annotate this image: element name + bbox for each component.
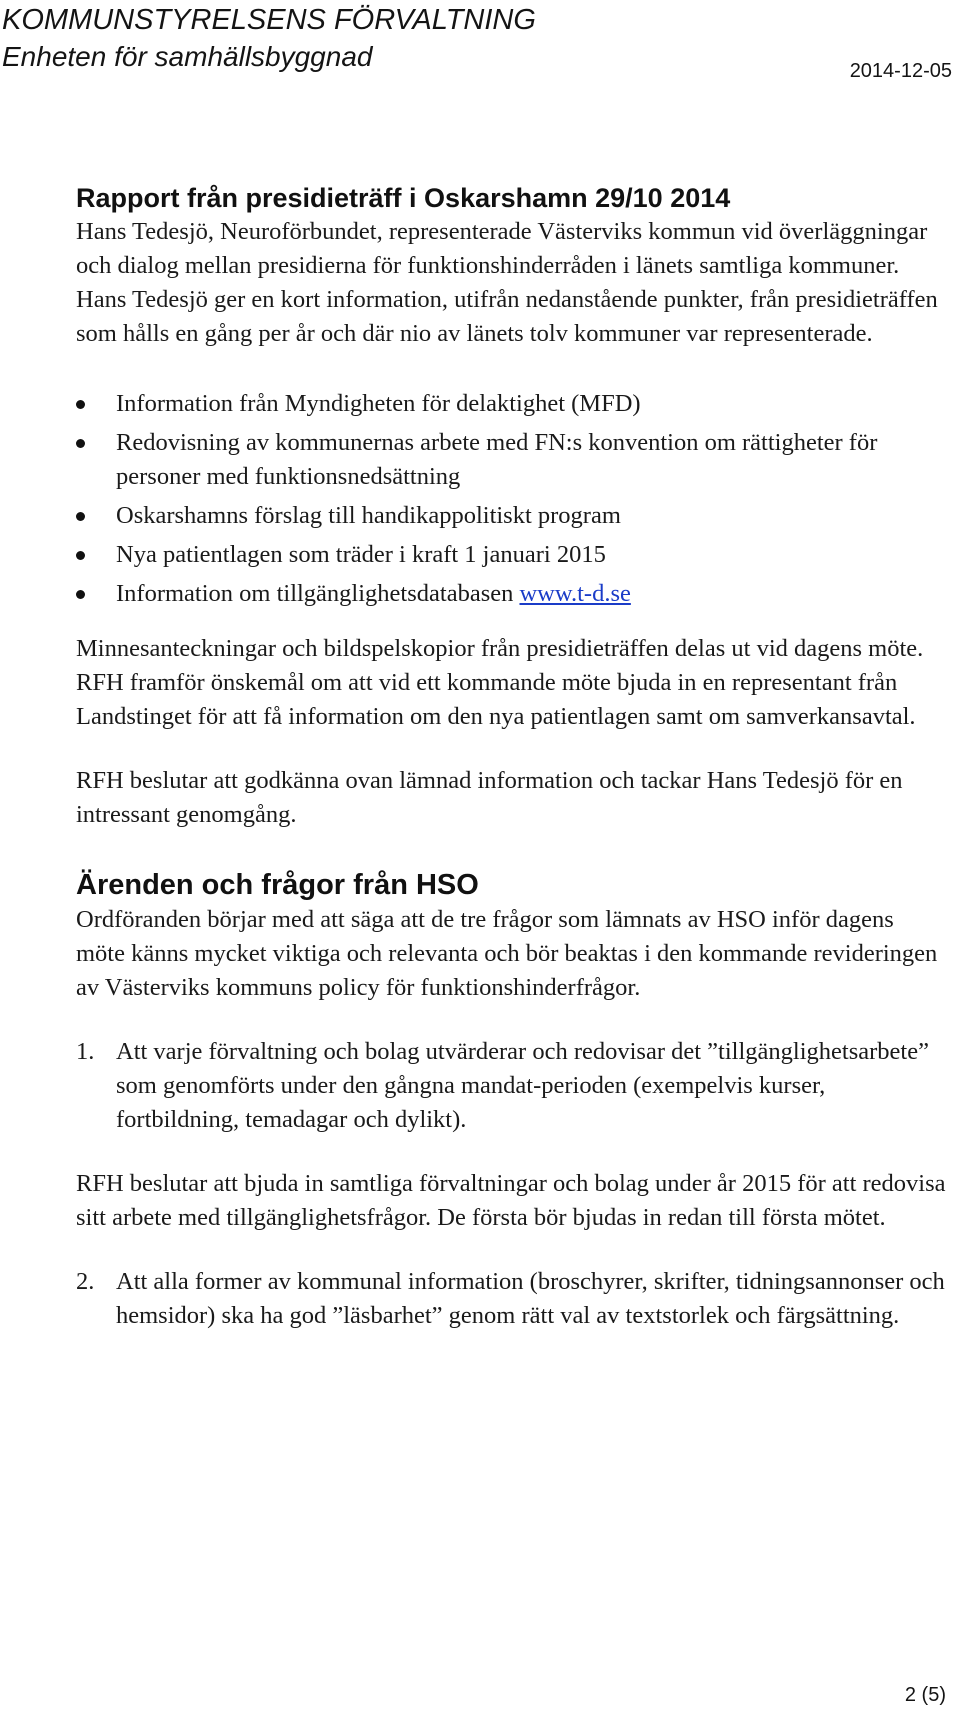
page-number: 2 (5) <box>904 1684 946 1706</box>
list-item: Nya patientlagen som träder i kraft 1 januari 2015 <box>76 538 946 572</box>
numbered-item-1: 1. Att varje förvaltning och bolag utvärderar och redovisar det ”tillgänglighetsarbete” som genomförts under den gångna mandat-perioden (exempelvis kurser, fortbildning, temadagar och dylikt). <box>76 1035 946 1137</box>
tillganglighetsdatabasen-link[interactable]: www.t-d.se <box>519 580 631 607</box>
item-number: 2. <box>76 1268 95 1295</box>
rfh-decision-paragraph: RFH beslutar att godkänna ovan lämnad information och tackar Hans Tedesjö för en intressant genomgång. <box>76 767 903 828</box>
report-bullet-list <box>76 387 946 611</box>
bullet-icon <box>76 439 85 448</box>
rfh-invite-decision-paragraph: RFH beslutar att bjuda in samtliga förvaltningar och bolag under år 2015 för att redovisa sitt arbete med tillgänglighetsfrågor. De första bör bjudas in redan till första mötet. <box>76 1170 946 1231</box>
bullet-icon <box>76 590 85 599</box>
document-body <box>76 181 946 1333</box>
section-heading-hso: Ärenden och frågor från HSO <box>76 869 479 901</box>
header-unit: Enheten för samhällsbyggnad <box>2 41 373 72</box>
report-intro-paragraph: Hans Tedesjö, Neuroförbundet, representerade Västerviks kommun vid överläggningar och dialog mellan presidierna för funktionshinderråden i länets samtliga kommuner. Hans Tedesjö ger en kort information, utifrån nedanstående punkter, från presidieträffen som hålls en gång per år och där nio av länets tolv kommuner var representerade. <box>76 218 938 347</box>
list-item: Oskarshamns förslag till handikappolitiskt program <box>76 499 946 533</box>
header-organization: KOMMUNSTYRELSENS FÖRVALTNING <box>2 4 536 36</box>
minutes-paragraph: Minnesanteckningar och bildspelskopior från presidieträffen delas ut vid dagens möte. RFH framför önskemål om att vid ett kommande möte bjuda in en representant från Landstinget för att få information om den nya patientlagen samt om samverkansavtal. <box>76 635 924 730</box>
bullet-icon <box>76 400 85 409</box>
header-date: 2014-12-05 <box>849 60 952 82</box>
bullet-icon <box>76 512 85 521</box>
list-item: Information om tillgänglighetsdatabasen www.t-d.se <box>76 577 946 611</box>
item-number: 1. <box>76 1038 95 1065</box>
section-heading-report: Rapport från presidieträff i Oskarshamn 29/10 2014 <box>76 183 731 213</box>
list-item: Redovisning av kommunernas arbete med FN:s konvention om rättigheter för personer med funktionsnedsättning <box>76 426 946 494</box>
list-item: Information från Myndigheten för delaktighet (MFD) <box>76 387 946 421</box>
bullet-icon <box>76 551 85 560</box>
hso-intro-paragraph: Ordföranden börjar med att säga att de tre frågor som lämnats av HSO inför dagens möte känns mycket viktiga och relevanta och bör beaktas i den kommande revideringen av Västerviks kommuns policy för funktionshinderfrågor. <box>76 906 938 1001</box>
numbered-item-2: 2. Att alla former av kommunal information (broschyrer, skrifter, tidningsannonser och hemsidor) ska ha god ”läsbarhet” genom rätt val av textstorlek och färgsättning. <box>76 1265 946 1333</box>
